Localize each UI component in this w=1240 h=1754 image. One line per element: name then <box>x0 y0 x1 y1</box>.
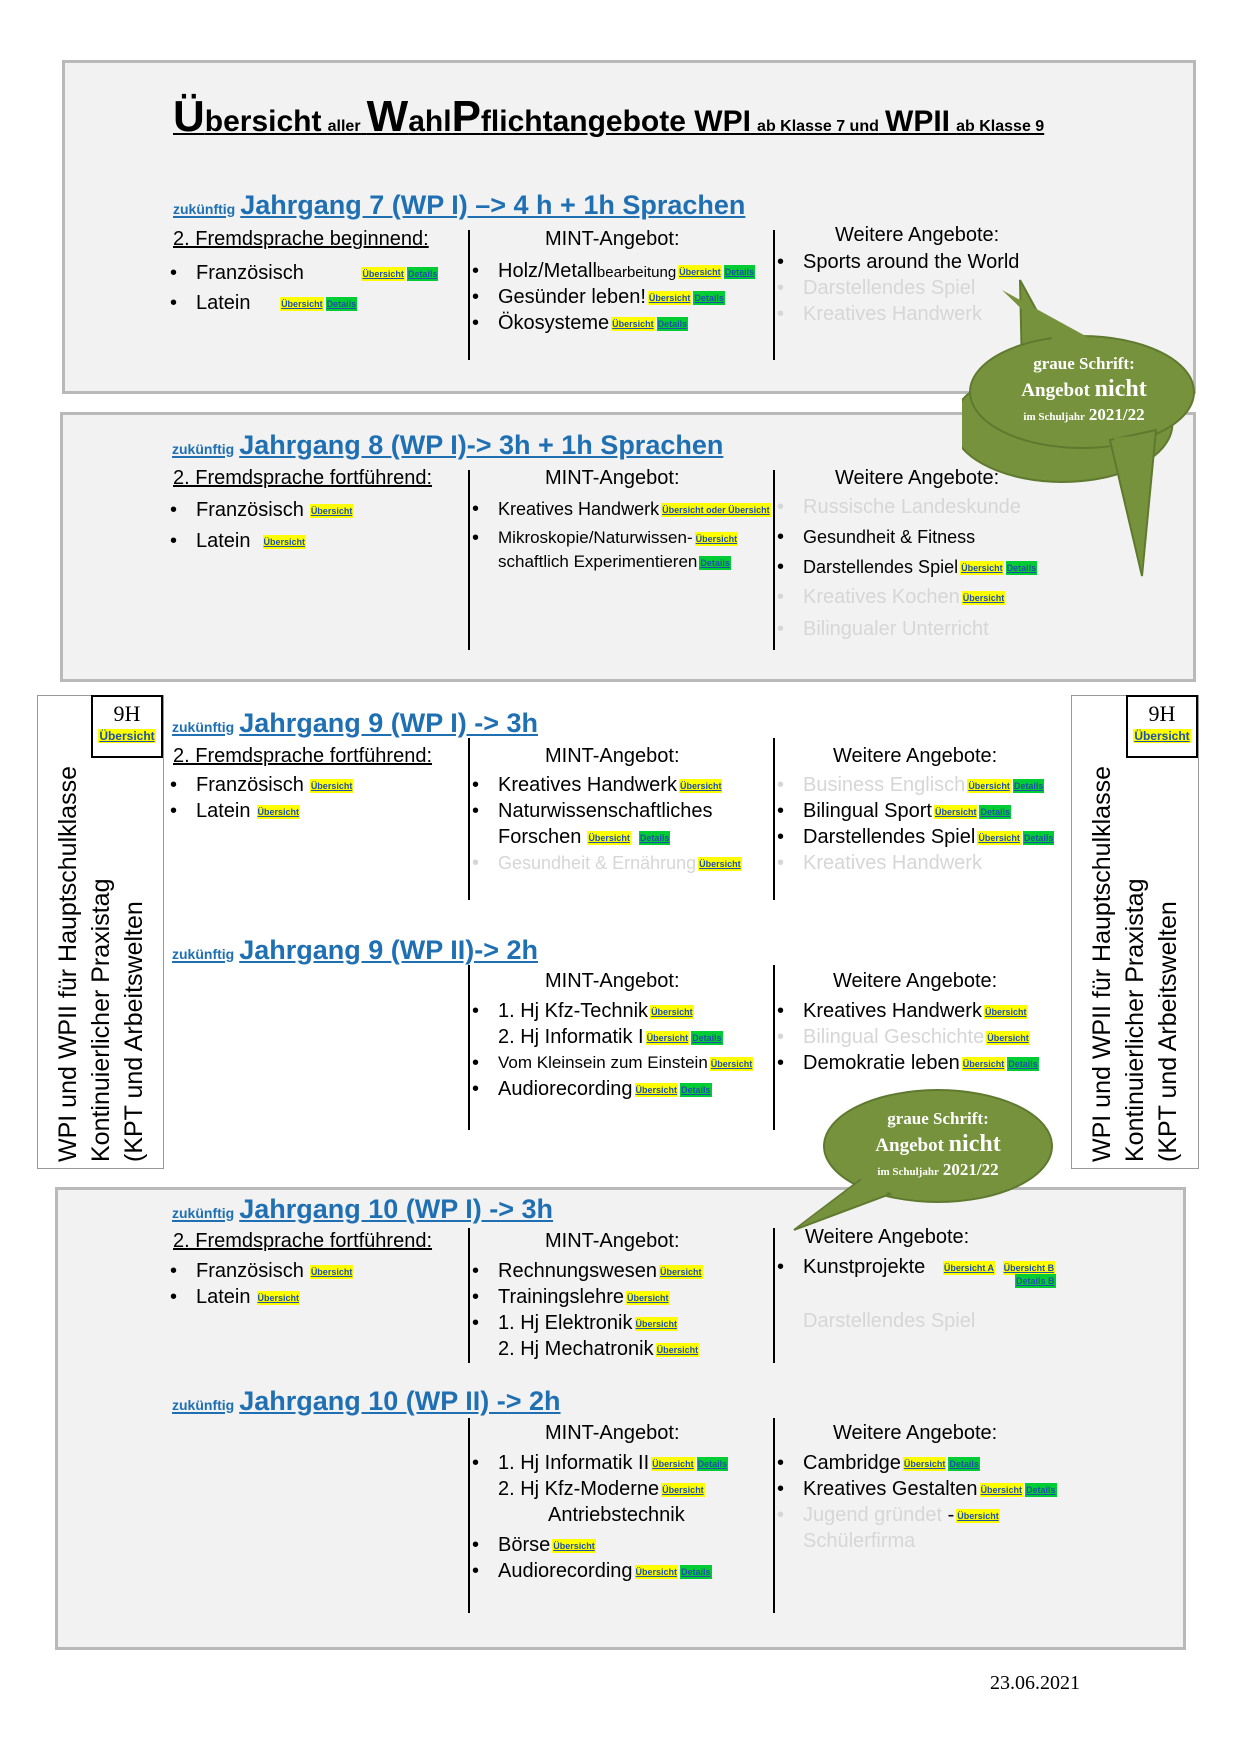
list-item: • Darstellendes Spiel Übersicht Details <box>773 554 1037 584</box>
uebersicht-link[interactable]: Übersicht <box>310 780 353 791</box>
details-link[interactable]: Details <box>1026 1484 1056 1495</box>
side-text-right: WPI und WPII für Hauptschulklasse Kontinuierlicher Praxistag (KPT und Arbeitswelten <box>1088 766 1182 1162</box>
list-item: • Latein Übersicht <box>166 1284 353 1310</box>
col-head-weitere: Weitere Angebote: <box>833 745 998 767</box>
uebersicht-a-link[interactable]: Übersicht A <box>943 1262 995 1273</box>
uebersicht-link[interactable]: Übersicht <box>957 1510 999 1521</box>
list-item: • 1. Hj Elektronik Übersicht <box>468 1310 703 1336</box>
list-item: • Cambridge Übersicht Details <box>773 1450 1057 1476</box>
list-mint-j8 <box>468 496 771 574</box>
uebersicht-link[interactable]: Übersicht <box>310 1266 353 1277</box>
uebersicht-link[interactable]: Übersicht <box>968 780 1010 791</box>
speech-bubble-note <box>962 270 1208 590</box>
list-weitere-j10-wpii <box>773 1450 1057 1554</box>
details-link[interactable]: Details <box>697 1458 728 1469</box>
uebersicht-link[interactable]: Übersicht <box>978 832 1020 843</box>
heading-jahrgang-10-wpi[interactable]: zukünftig Jahrgang 10 (WP I) -> 3h <box>172 1194 554 1224</box>
list-item: • Gesundheit & Ernährung Übersicht <box>468 850 742 876</box>
document-date: 23.06.2021 <box>990 1672 1080 1694</box>
col-head-fremdsprache: 2. Fremdsprache beginnend: <box>173 228 429 250</box>
list-item: Darstellendes Spiel <box>803 1310 976 1332</box>
heading-jahrgang-10-wpii[interactable]: zukünftig Jahrgang 10 (WP II) -> 2h <box>172 1386 561 1416</box>
list-item: • Kreatives Kochen Übersicht <box>773 584 1037 616</box>
list-item: • Darstellendes Spiel Übersicht Details <box>773 824 1054 850</box>
list-item: Forschen Übersicht Details <box>498 826 670 848</box>
list-fremdsprache-j10 <box>166 1258 353 1310</box>
details-link[interactable]: Details <box>681 1566 711 1577</box>
details-link[interactable]: Details <box>724 266 755 277</box>
uebersicht-link[interactable]: Übersicht <box>660 1266 702 1277</box>
col-head-fremdsprache: 2. Fremdsprache fortführend: <box>173 1230 433 1252</box>
uebersicht-link[interactable]: Übersicht <box>984 1006 1027 1017</box>
list-item: • Holz/Metallbearbeitung Übersicht Details <box>468 258 755 284</box>
list-item: • Audiorecording Übersicht Details <box>468 1076 753 1102</box>
col-head-fremdsprache: 2. Fremdsprache fortführend: <box>173 467 433 489</box>
uebersicht-link[interactable]: Übersicht <box>648 292 691 303</box>
list-item: • Kunstprojekte Übersicht A Übersicht B Details B <box>773 1254 1055 1308</box>
list-item: • Gesünder leben! Übersicht Details <box>468 284 755 310</box>
uebersicht-link[interactable]: Übersicht <box>646 1032 689 1043</box>
list-item: • Audiorecording Übersicht Details <box>468 1558 728 1584</box>
list-item: • Jugend gründet - Übersicht <box>773 1502 1057 1528</box>
uebersicht-link[interactable]: Übersicht <box>1134 728 1190 743</box>
page-title: Übersicht aller WahlPflichtangebote WPI ab Klasse 7 und WPII ab Klasse 9 <box>173 92 1045 141</box>
list-item: 2. Hj Mechatronik Übersicht <box>498 1338 699 1360</box>
side-text-left: WPI und WPII für Hauptschulklasse Kontinuierlicher Praxistag (KPT und Arbeitswelten <box>54 766 148 1162</box>
list-mint-j7 <box>468 258 755 336</box>
list-item: • Bilingual Sport Übersicht Details <box>773 798 1054 824</box>
details-link[interactable]: Details <box>1013 780 1044 791</box>
uebersicht-link[interactable]: Übersicht <box>99 728 155 743</box>
list-item: • 1. Hj Informatik II Übersicht Details <box>468 1450 728 1476</box>
list-item: • Demokratie leben Übersicht Details <box>773 1050 1039 1076</box>
h9-box-left: 9H Übersicht <box>91 695 163 758</box>
col-head-weitere: Weitere Angebote: <box>835 224 1000 246</box>
uebersicht-link[interactable]: Übersicht <box>635 1566 678 1577</box>
list-item: • Darstellendes Spiel <box>773 275 1019 301</box>
list-mint-j10-wpii <box>468 1450 728 1584</box>
uebersicht-link[interactable]: Übersicht <box>656 1344 699 1355</box>
list-item: • Trainingslehre Übersicht <box>468 1284 703 1310</box>
uebersicht-link[interactable]: Übersicht <box>961 563 1003 574</box>
list-item: • Rechnungswesen Übersicht <box>468 1258 703 1284</box>
uebersicht-link[interactable]: Übersicht <box>263 536 306 547</box>
uebersicht-oder-link[interactable]: Übersicht oder Übersicht <box>662 505 770 516</box>
uebersicht-link[interactable]: Übersicht <box>652 1458 694 1469</box>
list-item: • Kreatives Handwerk Übersicht <box>773 998 1039 1024</box>
list-item: • Latein Übersicht Details <box>166 290 438 320</box>
list-item: • Mikroskopie/Naturwissen- Übersicht schaftlich Experimentieren Details <box>468 526 771 574</box>
list-item: Antriebstechnik <box>548 1504 685 1526</box>
details-link[interactable]: Details <box>694 292 724 303</box>
details-b-link[interactable]: Details B <box>1016 1276 1055 1286</box>
uebersicht-link[interactable]: Übersicht <box>962 1058 1005 1069</box>
heading-jahrgang-9-wpi[interactable]: zukünftig Jahrgang 9 (WP I) -> 3h <box>172 708 539 738</box>
details-link[interactable]: Details <box>692 1032 722 1043</box>
uebersicht-link[interactable]: Übersicht <box>695 533 738 544</box>
uebersicht-link[interactable]: Übersicht <box>553 1540 595 1551</box>
list-item: • Französisch Übersicht <box>166 772 353 798</box>
list-mint-j10 <box>468 1258 703 1362</box>
list-item: • Latein Übersicht <box>166 798 353 824</box>
details-link[interactable]: Details <box>657 318 688 329</box>
col-head-mint: MINT-Angebot: <box>545 1422 680 1444</box>
list-weitere-j10 <box>773 1254 1055 1334</box>
h9-box-right: 9H Übersicht <box>1126 695 1198 758</box>
list-item: • Kreatives Handwerk Übersicht <box>468 772 742 798</box>
details-link[interactable]: Details <box>949 1458 979 1469</box>
uebersicht-link[interactable]: Übersicht <box>710 1058 753 1069</box>
heading-jahrgang-7[interactable]: zukünftig Jahrgang 7 (WP I) –> 4 h + 1h Sprachen <box>173 190 746 220</box>
details-link[interactable]: Details <box>1006 563 1037 574</box>
list-item: • Russische Landeskunde <box>773 494 1037 524</box>
uebersicht-link[interactable]: Übersicht <box>699 859 741 870</box>
details-link[interactable]: Details <box>326 298 357 309</box>
uebersicht-link[interactable]: Übersicht <box>980 1484 1023 1495</box>
col-head-weitere: Weitere Angebote: <box>835 467 1000 489</box>
details-link[interactable]: Details <box>700 557 730 568</box>
uebersicht-link[interactable]: Übersicht <box>962 592 1005 603</box>
list-fremdsprache-j9 <box>166 772 353 824</box>
list-item: • Sports around the World <box>773 249 1019 275</box>
list-weitere-j9-wpii <box>773 998 1039 1076</box>
uebersicht-link[interactable]: Übersicht <box>662 1484 704 1495</box>
heading-jahrgang-9-wpii[interactable]: zukünftig Jahrgang 9 (WP II)-> 2h <box>172 935 539 965</box>
details-link[interactable]: Details <box>681 1084 711 1095</box>
uebersicht-link[interactable]: Übersicht <box>627 1292 669 1303</box>
list-mint-j9-wpii <box>468 998 753 1102</box>
uebersicht-link[interactable]: Übersicht <box>679 266 721 277</box>
details-link[interactable]: Details <box>407 268 438 279</box>
uebersicht-link[interactable]: Übersicht <box>612 318 654 329</box>
list-item: • Französisch Übersicht <box>166 497 353 528</box>
uebersicht-link[interactable]: Übersicht <box>588 832 630 843</box>
col-head-mint: MINT-Angebot: <box>545 467 680 489</box>
uebersicht-link[interactable]: Übersicht <box>651 1006 693 1017</box>
details-link[interactable]: Details <box>1023 832 1054 843</box>
list-item: • Französisch Übersicht Details <box>166 260 438 290</box>
list-item: • Börse Übersicht <box>468 1532 728 1558</box>
list-item: • Vom Kleinsein zum Einstein Übersicht <box>468 1050 753 1076</box>
uebersicht-link[interactable]: Übersicht <box>257 806 300 817</box>
uebersicht-link[interactable]: Übersicht <box>257 1292 300 1303</box>
uebersicht-b-link[interactable]: Übersicht B <box>1003 1262 1055 1273</box>
col-head-weitere: Weitere Angebote: <box>833 970 998 992</box>
list-item: • Kreatives Gestalten Übersicht Details <box>773 1476 1057 1502</box>
list-item: • Französisch Übersicht <box>166 1258 353 1284</box>
list-item: • Gesundheit & Fitness <box>773 524 1037 554</box>
uebersicht-link[interactable]: Übersicht <box>362 268 404 279</box>
list-item: • Naturwissenschaftliches <box>468 798 742 824</box>
list-fremdsprache-j8 <box>166 497 353 554</box>
details-link[interactable]: Details <box>980 806 1010 817</box>
uebersicht-link[interactable]: Übersicht <box>934 806 977 817</box>
heading-jahrgang-8[interactable]: zukünftig Jahrgang 8 (WP I)-> 3h + 1h Sprachen <box>172 430 724 460</box>
bubble-text: graue Schrift: Angebot nicht im Schuljahr 2021/22 <box>875 1109 1001 1180</box>
uebersicht-link[interactable]: Übersicht <box>987 1032 1029 1043</box>
uebersicht-link[interactable]: Übersicht <box>635 1084 678 1095</box>
list-item: • Business Englisch Übersicht Details <box>773 772 1054 798</box>
list-item: • Bilingualer Unterricht <box>773 616 1037 642</box>
list-fremdsprache-j7 <box>166 260 438 320</box>
list-item: • 1. Hj Kfz-Technik Übersicht <box>468 998 753 1024</box>
col-head-mint: MINT-Angebot: <box>545 970 680 992</box>
col-head-weitere: Weitere Angebote: <box>833 1422 998 1444</box>
list-item: 2. Hj Kfz-Moderne Übersicht <box>498 1478 704 1500</box>
list-item: • Ökosysteme Übersicht Details <box>468 310 755 336</box>
details-link[interactable]: Details <box>639 832 670 843</box>
uebersicht-link[interactable]: Übersicht <box>679 780 722 791</box>
uebersicht-link[interactable]: Übersicht <box>635 1318 678 1329</box>
list-item: Schülerfirma <box>803 1530 916 1552</box>
list-item: • Kreatives Handwerk <box>773 850 1054 876</box>
uebersicht-link[interactable]: Übersicht <box>903 1458 946 1469</box>
list-item: • Kreatives Handwerk Übersicht oder Übersicht <box>468 496 771 526</box>
col-head-fremdsprache: 2. Fremdsprache fortführend: <box>173 745 433 767</box>
list-item: • Kreatives Handwerk <box>773 301 1019 327</box>
col-head-mint: MINT-Angebot: <box>545 745 680 767</box>
bubble-text: graue Schrift: Angebot nicht im Schuljahr 2021/22 <box>1021 354 1147 425</box>
list-item: • Latein Übersicht <box>166 528 353 554</box>
list-item: 2. Hj Informatik I Übersicht Details <box>498 1026 722 1048</box>
list-item: • Bilingual Geschichte Übersicht <box>773 1024 1039 1050</box>
uebersicht-link[interactable]: Übersicht <box>310 505 353 516</box>
list-weitere-j9 <box>773 772 1054 876</box>
uebersicht-link[interactable]: Übersicht <box>281 298 323 309</box>
details-link[interactable]: Details <box>1008 1058 1038 1069</box>
col-head-mint: MINT-Angebot: <box>545 1230 680 1252</box>
col-head-mint: MINT-Angebot: <box>545 228 680 250</box>
list-mint-j9 <box>468 772 742 876</box>
col-head-weitere: Weitere Angebote: <box>805 1226 970 1248</box>
